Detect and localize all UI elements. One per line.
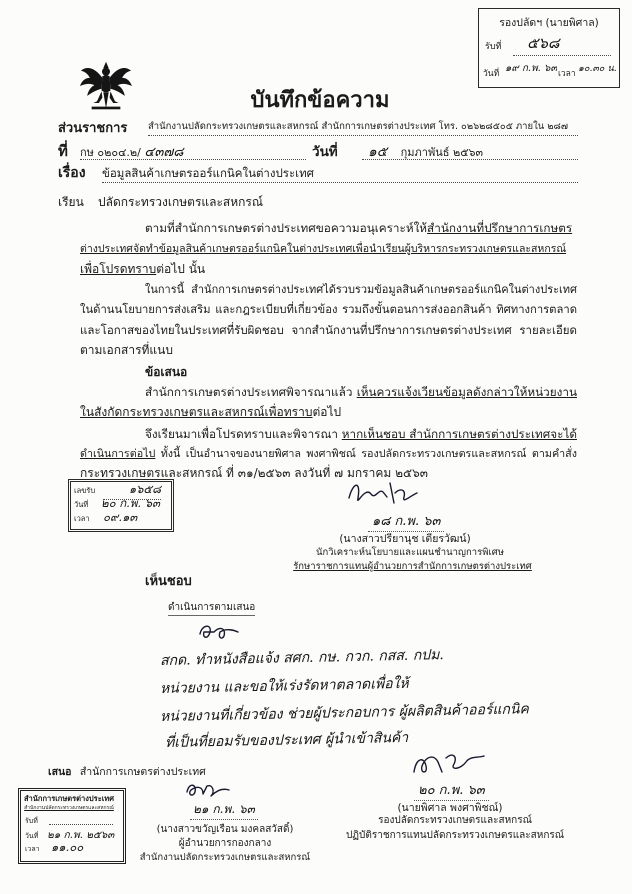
body-text: ในด้านนโยบายการส่งเสริม และกฎระเบียบที่เกี่ยวข้อง รวมถึงขั้นตอนการส่งออกสินค้า ทิศทางการตลาด [80, 303, 577, 316]
body-line [80, 301, 577, 319]
director-position: นักวิเคราะห์นโยบายและแผนชำนาญการพิเศษ [315, 547, 504, 558]
body-text-underlined: สำนักงานที่ปรึกษาการเกษตร [427, 221, 573, 235]
approval-initials [196, 620, 242, 642]
registry-number-label: เลขรับ [74, 486, 96, 495]
date-label: วันที่ [312, 144, 338, 160]
body-line [80, 321, 577, 339]
body-text: สำนักการเกษตรต่างประเทศพิจารณาแล้ว [145, 385, 357, 399]
body-text-underlined: หากเห็นชอบ สำนักการเกษตรต่างประเทศจะได้ [341, 427, 577, 441]
stamp-received-label: รับที่ [485, 42, 502, 52]
approval-heading: เห็นชอบ [145, 574, 192, 589]
agency-value: สำนักงานปลัดกระทรวงเกษตรและสหกรณ์ สำนักการเกษตรต่างประเทศ โทร. ๐๒๖๒๘๕๐๕ ภายใน ๒๘๗ [148, 119, 578, 136]
body-text: ทั้งนี้ เป็นอำนาจของนายพิศาล พงศาพิชณ์ รองปลัดกระทรวงเกษตรและสหกรณ์ ตามคำสั่ง [155, 447, 577, 460]
reference-number: ๔๓๗๘ [144, 145, 184, 160]
forward-label: เสนอ [48, 766, 72, 778]
office-stamp-received-line [49, 823, 113, 825]
body-text: ต่อไป [312, 405, 342, 419]
stamp-time-label: เวลา [558, 69, 576, 79]
body-text-underlined: ต่างประเทศจัดทำข้อมูลสินค้าเกษตรออร์แกนิคในต่างประเทศเพื่อนำเรียนผู้บริหารกระทรวงเกษตรและสหกรณ์ [80, 243, 567, 255]
deputy-sign-date: ๒๐ ก.พ. ๖๓ [414, 779, 489, 801]
body-line [145, 219, 577, 237]
office-stamp-date-value: ๒๑ ก.พ. ๒๕๖๓ [47, 829, 115, 841]
handwritten-note-line: หน่วยงานที่เกี่ยวข้อง ช่วยผู้ประกอบการ ผู้ผลิตสินค้าออร์แกนิค [159, 701, 530, 725]
office-stamp-time-label: เวลา [25, 845, 40, 853]
body-text: ในการนี้ สำนักการเกษตรต่างประเทศได้รวบรวมข้อมูลสินค้าเกษตรออร์แกนิคในต่างประเทศ [145, 283, 577, 296]
body-line [145, 281, 577, 299]
office-stamp-date-label: วันที่ [25, 832, 39, 840]
body-line [80, 403, 577, 421]
director-name: (นางสาวปรียานุช เตียรวัฒน์) [339, 533, 471, 545]
reference-label: ที่ [58, 142, 68, 160]
handwritten-note-line: ที่เป็นที่ยอมรับของประเทศ ผู้นำเข้าสินค้า [164, 729, 409, 751]
director-sign-date: ๑๘ ก.พ. ๖๓ [368, 510, 444, 532]
stamp-received-value: ๕๖๘ [513, 31, 611, 56]
body-text-underlined: ดำเนินการต่อไป [80, 447, 156, 460]
admin-director-signature [183, 778, 233, 800]
date-field [362, 141, 578, 160]
deputy-signature [408, 748, 490, 780]
registry-receipt-stamp [68, 479, 174, 532]
deputy-receipt-stamp [478, 8, 620, 88]
body-text: ตามเอกสารที่แนบ [80, 343, 173, 357]
registry-time-value: ๐๙.๑๓ [103, 510, 138, 524]
body-line [145, 425, 577, 443]
body-text: จึงเรียนมาเพื่อโปรดทราบและพิจารณา [145, 427, 342, 441]
addressee-value: ปลัดกระทรวงเกษตรและสหกรณ์ [98, 195, 263, 209]
body-line [80, 341, 577, 359]
deputy-name: (นายพิศาล พงศาพิชณ์) [397, 802, 503, 814]
body-line [80, 260, 577, 278]
office-stamp-received-label: รับที่ [25, 817, 38, 825]
agency-label: ส่วนราชการ [58, 121, 128, 136]
office-stamp-time-value: ๑๑.๐๐ [51, 840, 84, 854]
admin-director-office: สำนักงานปลัดกระทรวงเกษตรและสหกรณ์ [139, 852, 311, 863]
subject-label: เรื่อง [58, 165, 86, 181]
office-receipt-stamp [18, 788, 126, 864]
forward-value: สำนักการเกษตรต่างประเทศ [79, 766, 206, 778]
proposal-heading: ข้อเสนอ [145, 365, 188, 379]
body-text: ตามที่สำนักการเกษตรต่างประเทศขอความอนุเคราะห์ให้ [145, 221, 428, 235]
office-stamp-org: สำนักการเกษตรต่างประเทศ [23, 794, 114, 803]
admin-director-sign-date: ๒๑ ก.พ. ๖๓ [190, 800, 258, 820]
stamp-date-label: วันที่ [483, 69, 500, 79]
body-line [80, 445, 577, 463]
body-text-underlined: เห็นควรแจ้งเวียนข้อมูลดังกล่าวให้หน่วยงาน [356, 385, 577, 399]
director-acting-title: รักษาราชการแทนผู้อำนวยการสำนักการเกษตรต่างประเทศ [293, 561, 532, 572]
memo-title: บันทึกข้อความ [250, 88, 390, 113]
director-signature [343, 476, 425, 510]
reference-field [80, 141, 306, 160]
subject-value: ข้อมูลสินค้าเกษตรออร์แกนิคในต่างประเทศ [102, 165, 578, 183]
approval-stamp-text: ดำเนินการตามเสนอ [168, 600, 255, 616]
handwritten-note-line: หน่วยงาน และขอให้เร่งรัดหาตลาดเพื่อให้ [159, 675, 409, 697]
reference-value: กษ ๐๒๐๔.๒/ [80, 146, 141, 159]
addressee-label: เรียน [58, 195, 84, 209]
admin-director-name: (นางสาวขวัญเรือน มงคลสวัสดิ์) [156, 824, 294, 835]
registry-date-value: ๒๐ ก.พ. ๖๓ [101, 496, 160, 510]
stamp-title: รองปลัดฯ (นายพิศาล) [499, 17, 599, 29]
date-day: ๑๕ [368, 144, 388, 160]
handwritten-note-line: สกด. ทำหนังสือแจ้ง สศก. กษ. กวก. กสส. กปม. [159, 647, 444, 669]
body-line [145, 383, 577, 401]
admin-director-position: ผู้อำนวยการกองกลาง [178, 838, 272, 849]
body-text-underlined: เพื่อโปรดทราบ [80, 262, 157, 276]
body-text: ต่อไป นั้น [156, 262, 206, 276]
body-text: กระทรวงเกษตรและสหกรณ์ ที่ ๓๑/๒๕๖๓ ลงวันที่ ๗ มกราคม ๒๕๖๓ [80, 466, 428, 480]
body-text-underlined: ในสังกัดกระทรวงเกษตรและสหกรณ์เพื่อทราบ [80, 405, 313, 419]
registry-time-label: เวลา [74, 514, 90, 523]
registry-number-value: ๑๖๕๘ [103, 481, 161, 500]
deputy-acting-title: ปฏิบัติราชการแทนปลัดกระทรวงเกษตรและสหกรณ์ [345, 830, 565, 841]
registry-date-label: วันที่ [74, 500, 89, 509]
stamp-date-value: ๑๙ ก.พ. ๖๓ [505, 63, 557, 74]
deputy-position: รองปลัดกระทรวงเกษตรและสหกรณ์ [378, 815, 532, 826]
date-month-year: กุมภาพันธ์ ๒๕๖๓ [400, 146, 484, 159]
body-line [80, 240, 577, 258]
office-stamp-ministry: สำนักงานปลัดกระทรวงเกษตรและสหกรณ์ [24, 805, 114, 811]
body-text: และโอกาสของไทยในประเทศที่รับผิดชอบ จากสำนักงานที่ปรึกษาการเกษตรต่างประเทศ รายละเอียด [80, 323, 577, 337]
stamp-time-value: ๑๐.๓๐ น. [578, 63, 617, 74]
